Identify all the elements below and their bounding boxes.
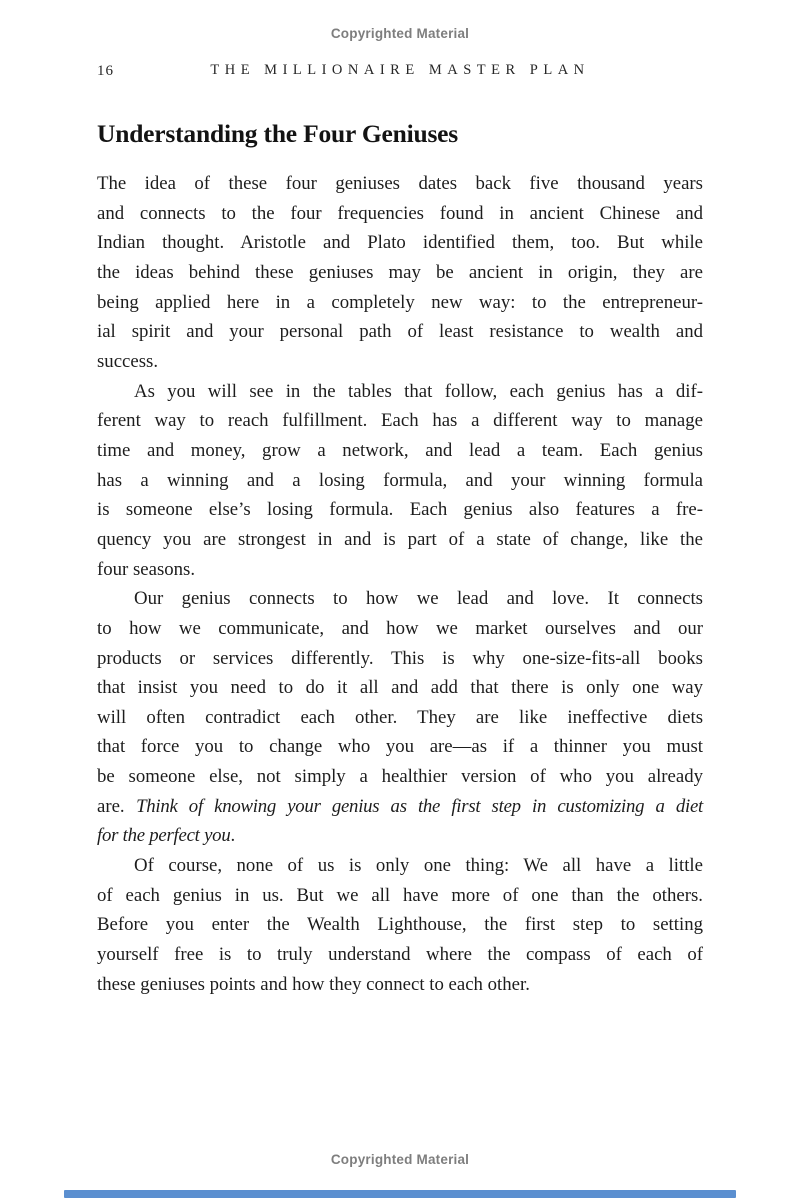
body-line <box>97 584 703 614</box>
text-run: yourself free is to truly understand where the compass of each of <box>97 944 703 966</box>
body-line <box>97 881 703 911</box>
body-line <box>97 732 703 762</box>
body-line <box>97 436 703 466</box>
text-run: ferent way to reach fulfillment. Each has a different way to manage <box>97 410 703 432</box>
body-line <box>97 940 703 970</box>
text-run: ial spirit and your personal path of least resistance to wealth and <box>97 321 703 343</box>
body-line <box>97 555 703 585</box>
text-run: quency you are strongest in and is part of a state of change, like the <box>97 528 703 550</box>
copyright-notice-bottom: Copyrighted Material <box>330 1152 470 1167</box>
body-text <box>97 169 703 999</box>
page-bottom-accent-bar <box>64 1190 736 1198</box>
body-line <box>97 851 703 881</box>
body-line <box>97 466 703 496</box>
body-line <box>97 406 703 436</box>
text-run: are. <box>97 795 137 817</box>
body-line <box>97 821 703 851</box>
text-run: will often contradict each other. They are like ineffective diets <box>97 706 703 728</box>
body-line <box>97 228 703 258</box>
body-line <box>97 614 703 644</box>
text-run: being applied here in a completely new way: to the entrepreneur- <box>97 291 703 313</box>
text-run: Our genius connects to how we lead and love. It connects <box>134 588 703 610</box>
copyright-notice-top: Copyrighted Material <box>330 26 470 41</box>
body-line <box>97 377 703 407</box>
text-run: to how we communicate, and how we market ourselves and our <box>97 617 703 639</box>
body-line <box>97 288 703 318</box>
text-run: Indian thought. Aristotle and Plato identified them, too. But while <box>97 232 703 254</box>
body-line <box>97 673 703 703</box>
page-number: 16 <box>97 63 114 79</box>
text-run: that insist you need to do it all and add that there is only one way <box>97 677 703 699</box>
body-line <box>97 910 703 940</box>
body-line <box>97 495 703 525</box>
body-line <box>97 169 703 199</box>
text-run: for the perfect you <box>97 825 231 847</box>
text-run: is someone else’s losing formula. Each genius also features a fre- <box>97 499 703 521</box>
body-line <box>97 703 703 733</box>
running-header <box>97 62 703 84</box>
text-run: that force you to change who you are—as if a thinner you must <box>97 736 703 758</box>
text-run: these geniuses points and how they connect to each other. <box>97 973 530 995</box>
body-line <box>97 258 703 288</box>
text-run: be someone else, not simply a healthier version of who you already <box>97 766 703 788</box>
text-run: The idea of these four geniuses dates back five thousand years <box>97 173 703 194</box>
text-run: As you will see in the tables that follow, each genius has a dif- <box>134 380 703 402</box>
section-heading: Understanding the Four Geniuses <box>97 119 459 148</box>
body-line <box>97 317 703 347</box>
running-title: THE MILLIONAIRE MASTER PLAN <box>210 62 590 78</box>
body-line <box>97 762 703 792</box>
text-run: Think of knowing your genius as the first step in customizing a diet <box>136 795 703 817</box>
body-line <box>97 970 703 1000</box>
text-run: . <box>230 825 236 847</box>
text-run: Of course, none of us is only one thing: We all have a little <box>134 855 703 877</box>
text-run: time and money, grow a network, and lead a team. Each genius <box>97 439 703 461</box>
text-run: four seasons. <box>97 558 196 580</box>
body-line <box>97 792 703 822</box>
text-run: and connects to the four frequencies found in ancient Chinese and <box>97 202 703 224</box>
body-line <box>97 644 703 674</box>
body-line <box>97 199 703 229</box>
body-line <box>97 525 703 555</box>
body-line <box>97 347 703 377</box>
text-run: of each genius in us. But we all have more of one than the others. <box>97 884 703 906</box>
text-run: success. <box>97 350 159 372</box>
text-run: products or services differently. This is why one-size-fits-all books <box>97 647 703 669</box>
text-run: Before you enter the Wealth Lighthouse, the first step to setting <box>97 914 703 936</box>
text-run: has a winning and a losing formula, and your winning formula <box>97 469 703 491</box>
text-run: the ideas behind these geniuses may be ancient in origin, they are <box>97 261 703 283</box>
